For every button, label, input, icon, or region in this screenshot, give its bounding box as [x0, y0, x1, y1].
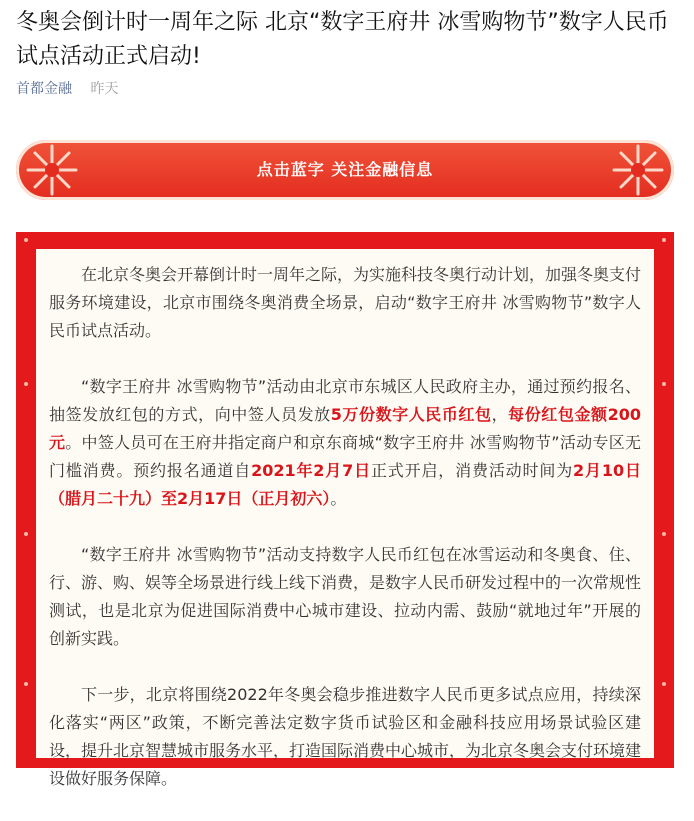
highlight-red-packet-count: 5万份数字人民币红包 [330, 405, 492, 424]
account-name-link[interactable]: 首都金融 [16, 81, 72, 97]
article-body [49, 261, 641, 821]
decorative-dot [24, 238, 28, 242]
article-meta [16, 79, 118, 99]
decorative-dot [662, 682, 666, 686]
paragraph-2-text: 。 [330, 489, 347, 508]
paragraph-1: 在北京冬奥会开幕倒计时一周年之际，为实施科技冬奥行动计划，加强冬奥支付服务环境建设，北京市围绕冬奥消费全场景，启动“数字王府井 冰雪购物节”数字人民币试点活动。 [49, 265, 642, 340]
follow-banner[interactable] [16, 140, 674, 200]
follow-banner-text[interactable]: 点击蓝字 关注金融信息 [256, 160, 434, 179]
publish-time: 昨天 [90, 81, 119, 97]
paragraph-2-text: “数字王府井 冰雪购物节”活动由北京市东城区人民政府主办，通过预约报名、抽签发放红包的方式，向中签人员发放 [49, 377, 641, 424]
decorative-dot [24, 532, 28, 536]
paragraph-2-text: ， [491, 405, 509, 424]
decorative-dot [24, 682, 28, 686]
decorative-dot [24, 382, 28, 386]
decorative-dot [662, 532, 666, 536]
content-card [36, 249, 654, 788]
decorative-dot [662, 382, 666, 386]
content-frame [16, 232, 674, 788]
paragraph-2 [49, 373, 641, 513]
highlight-activity-period: 2月10日（腊月二十九）至2月17日（正月初六） [49, 461, 641, 508]
highlight-red-packet-amount: 每份红包金额200元 [49, 405, 641, 452]
highlight-registration-date: 2021年2月7日 [251, 461, 371, 480]
paragraph-2-text: 。中签人员可在王府井指定商户和京东商城“数字王府井 冰雪购物节”活动专区无门槛消费。预约报名通道自 [49, 433, 641, 480]
paragraph-2-text: 正式开启，消费活动时间为 [370, 461, 574, 480]
decorative-dot [662, 238, 666, 242]
paragraph-3: “数字王府井 冰雪购物节”活动支持数字人民币红包在冰雪运动和冬奥食、住、行、游、购、娱等全场景进行线上线下消费，是数字人民币研发过程中的一次常规性测试，也是北京为促进国际消费中心城市建设、拉动内需、鼓励“就地过年”开展的创新实践。 [49, 545, 642, 648]
article-title: 冬奥会倒计时一周年之际 北京“数字王府井 冰雪购物节”数字人民币试点活动正式启动! [16, 10, 669, 69]
paragraph-4: 下一步，北京将围绕2022年冬奥会稳步推进数字人民币更多试点应用，持续深化落实“两区”政策，不断完善法定数字货币试验区和金融科技应用场景试验区建设，提升北京智慧城市服务水平，打造国际消费中心城市，为北京冬奥会支付环境建设做好服务保障。 [49, 685, 642, 788]
